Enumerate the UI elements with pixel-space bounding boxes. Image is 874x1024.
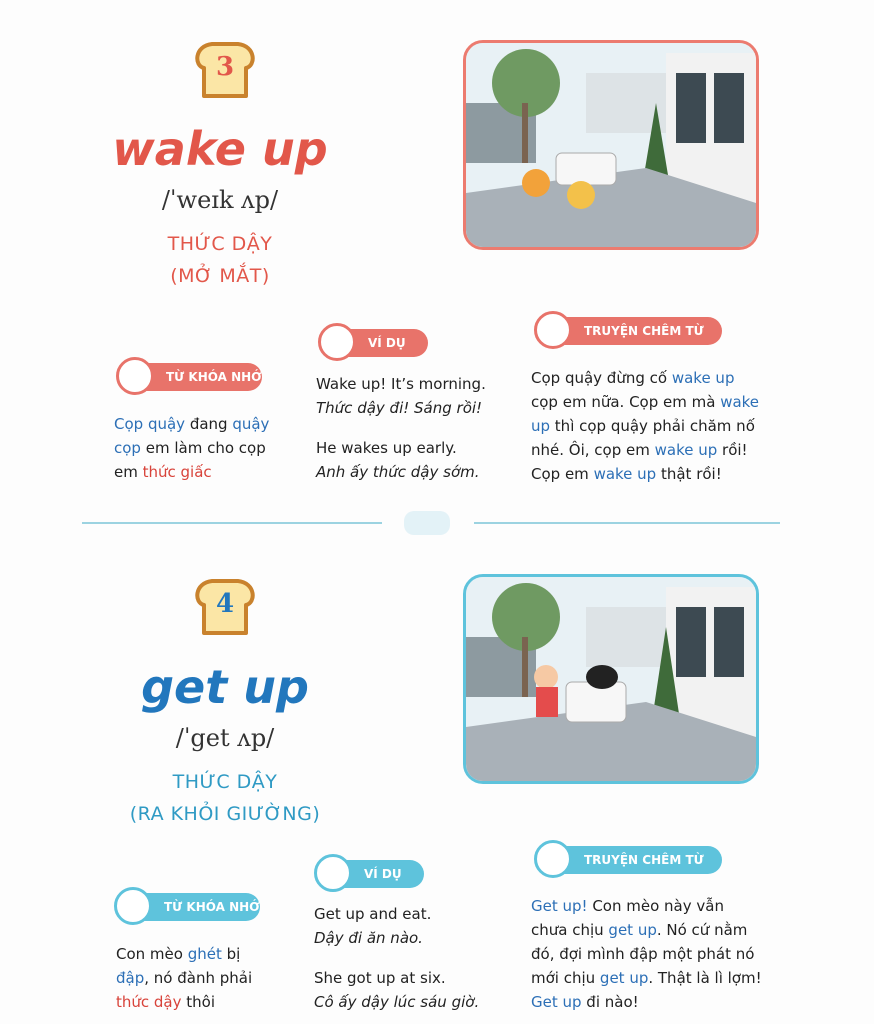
- bread-icon: [114, 887, 152, 925]
- entry-number: 3: [215, 52, 235, 82]
- meaning: [120, 228, 320, 292]
- example-label: VÍ DỤ: [368, 336, 406, 350]
- story-tag: [538, 317, 722, 345]
- divider-bread-icon: [404, 511, 450, 535]
- section-divider-right: [474, 522, 780, 524]
- keyword-label: TỪ KHÓA NHỚ: [164, 900, 260, 914]
- example-text: [314, 902, 514, 1014]
- vocab-word: wake up: [112, 122, 328, 176]
- example-vi-1: Dậy đi ăn nào.: [314, 929, 423, 947]
- pronunciation: /ˈweɪk ʌp/: [161, 186, 279, 214]
- story-text: Cọp quậy đừng cố wake up cọp em nữa. Cọp em mà wake up thì cọp quậy phải chăm nố nhé. Ôi, cọp em wake up rồi! Cọp em wake up thật rồi!: [531, 369, 760, 483]
- example-en-2: She got up at six.: [314, 969, 446, 987]
- story-label: TRUYỆN CHÊM TỪ: [584, 324, 704, 338]
- illustration-wake-up: [463, 40, 759, 250]
- pronunciation: /ˈget ʌp/: [175, 724, 275, 752]
- number-badge-3: [192, 38, 258, 104]
- illustration-get-up: [463, 574, 759, 784]
- story-text: Get up! Con mèo này vẫn chưa chịu get up. Nó cứ nằm đó, đợi mình đập một phát nó mới chịu get up. Thật là lì lợm! Get up đi nào!: [531, 897, 762, 1011]
- meaning-line-2: (RA KHỎI GIƯỜNG): [129, 803, 321, 825]
- scene-illustration: [466, 43, 756, 247]
- example-vi-2: Anh ấy thức dậy sớm.: [316, 463, 480, 481]
- example-tag: [322, 329, 428, 357]
- example-vi-1: Thức dậy đi! Sáng rồi!: [316, 399, 483, 417]
- example-en-1: Wake up! It’s morning.: [316, 375, 486, 393]
- story-label: TRUYỆN CHÊM TỪ: [584, 853, 704, 867]
- example-label: VÍ DỤ: [364, 867, 402, 881]
- keyword-tag: [120, 363, 262, 391]
- example-text: [316, 372, 516, 484]
- bread-slice-icon: [534, 311, 572, 349]
- example-tag: [318, 860, 424, 888]
- meaning-line-1: THỨC DẬY: [167, 233, 273, 255]
- bread-slice-icon: [534, 840, 572, 878]
- keyword-text: Cọp quậy đang quậy cọp em làm cho cọp em thức giấc: [114, 415, 270, 481]
- section-divider-left: [82, 522, 382, 524]
- toast-icon: [318, 323, 356, 361]
- vocab-word: get up: [141, 660, 309, 714]
- example-en-2: He wakes up early.: [316, 439, 457, 457]
- example-vi-2: Cô ấy dậy lúc sáu giờ.: [314, 993, 480, 1011]
- example-en-1: Get up and eat.: [314, 905, 432, 923]
- toast-icon: [314, 854, 352, 892]
- bread-icon: [116, 357, 154, 395]
- entry-number: 4: [215, 589, 235, 619]
- number-badge-4: [192, 575, 258, 641]
- story-tag: [538, 846, 722, 874]
- keyword-text: Con mèo ghét bị đập, nó đành phải thức dậy thôi: [116, 945, 253, 1011]
- keyword-tag: [118, 893, 260, 921]
- meaning: [110, 766, 340, 830]
- scene-illustration: [466, 577, 756, 781]
- meaning-line-1: THỨC DẬY: [172, 771, 278, 793]
- meaning-line-2: (MỞ MẮT): [170, 265, 270, 287]
- keyword-label: TỪ KHÓA NHỚ: [166, 370, 262, 384]
